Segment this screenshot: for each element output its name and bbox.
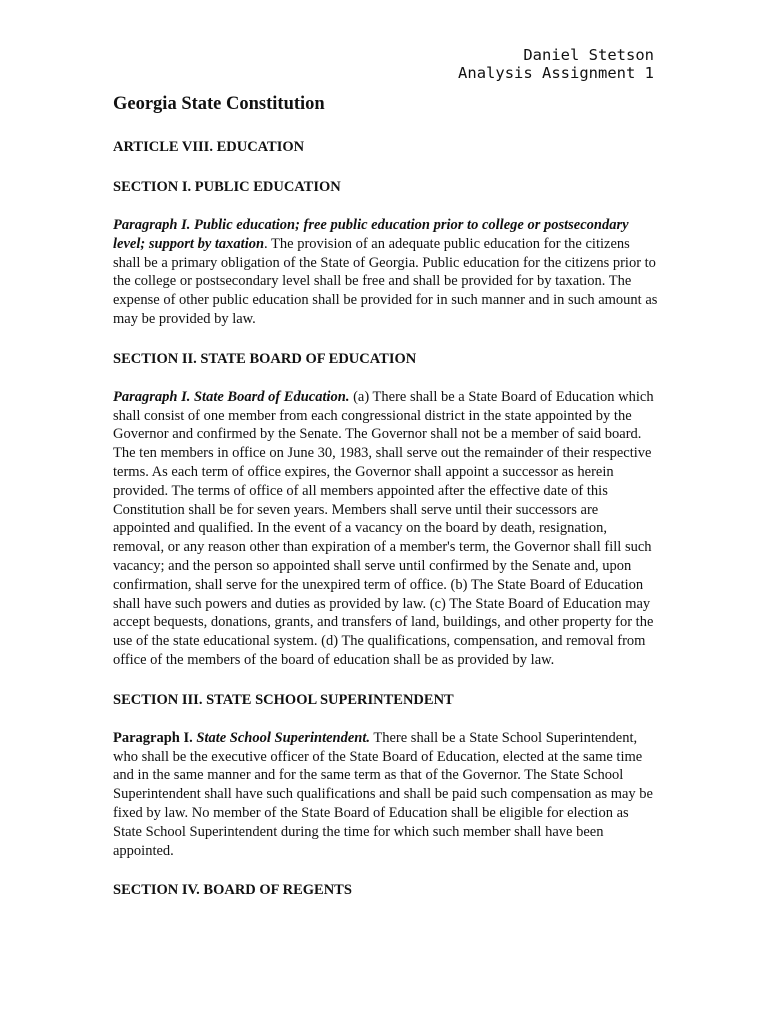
paragraph-superintendent	[113, 729, 658, 861]
document-title: Georgia State Constitution	[113, 94, 325, 114]
paragraph-lead: Paragraph I.	[113, 729, 193, 746]
paragraph-lead-title: State School Superintendent.	[196, 729, 371, 746]
paragraph-state-board	[113, 388, 658, 670]
paragraph-body: . The provision of an adequate public education for the citizens shall be a primary obligation of the State of Georgia. Public education for the citizens prior to the college or postsecondary level shall be free and shall be provided for by taxation. The expense of other public education shall be provided for in such manner and in such amount as may be provided by law.	[113, 235, 658, 327]
section-heading-public-education: SECTION I. PUBLIC EDUCATION	[113, 179, 341, 195]
section-heading-superintendent: SECTION III. STATE SCHOOL SUPERINTENDENT	[113, 691, 454, 708]
author-header	[458, 46, 654, 82]
paragraph-public-education	[113, 216, 658, 329]
paragraph-lead: Paragraph I. Public education; free public education prior to college or postsecondary level; support by taxation	[113, 217, 629, 252]
paragraph-body: (a) There shall be a State Board of Education which shall consist of one member from each congressional district in the state appointed by the Governor and confirmed by the Senate. The Governor shall not be a member of said board. The ten members in office on June 30, 1983, shall serve out the remainder of their respective terms. As each term of office expires, the Governor shall appoint a successor as herein provided. The terms of office of all members appointed after the effective date of this Constitution shall be for seven years. Members shall serve until their successors are appointed and qualified. In the event of a vacancy on the board by death, resignation, removal, or any reason other than expiration of a member's term, the Governor shall fill such vacancy; and the person so appointed shall serve until confirmed by the Senate and, upon confirmation, shall serve for the unexpired term of office. (b) The State Board of Education shall have such powers and duties as provided by law. (c) The State Board of Education may accept bequests, donations, grants, and transfers of land, buildings, and other property for the use of the state educational system. (d) The qualifications, compensation, and removal from office of the members of the board of education shall be as provided by law.	[113, 388, 654, 668]
author-name: Daniel Stetson	[523, 46, 654, 64]
article-heading: ARTICLE VIII. EDUCATION	[113, 139, 305, 155]
document-body	[113, 92, 658, 899]
paragraph-body: There shall be a State School Superintendent, who shall be the executive officer of the State Board of Education, elected at the same time and in the same manner and for the same term as that of the Governor. The State School Superintendent shall have such qualifications and shall be paid such compensation as may be fixed by law. No member of the State Board of Education shall be eligible for election as State School Superintendent during the time for which such member shall have been appointed.	[113, 729, 653, 859]
assignment-title: Analysis Assignment 1	[458, 64, 654, 82]
section-heading-state-board: SECTION II. STATE BOARD OF EDUCATION	[113, 350, 417, 367]
paragraph-lead: Paragraph I. State Board of Education.	[113, 388, 350, 405]
section-heading-board-of-regents: SECTION IV. BOARD OF REGENTS	[113, 882, 352, 899]
